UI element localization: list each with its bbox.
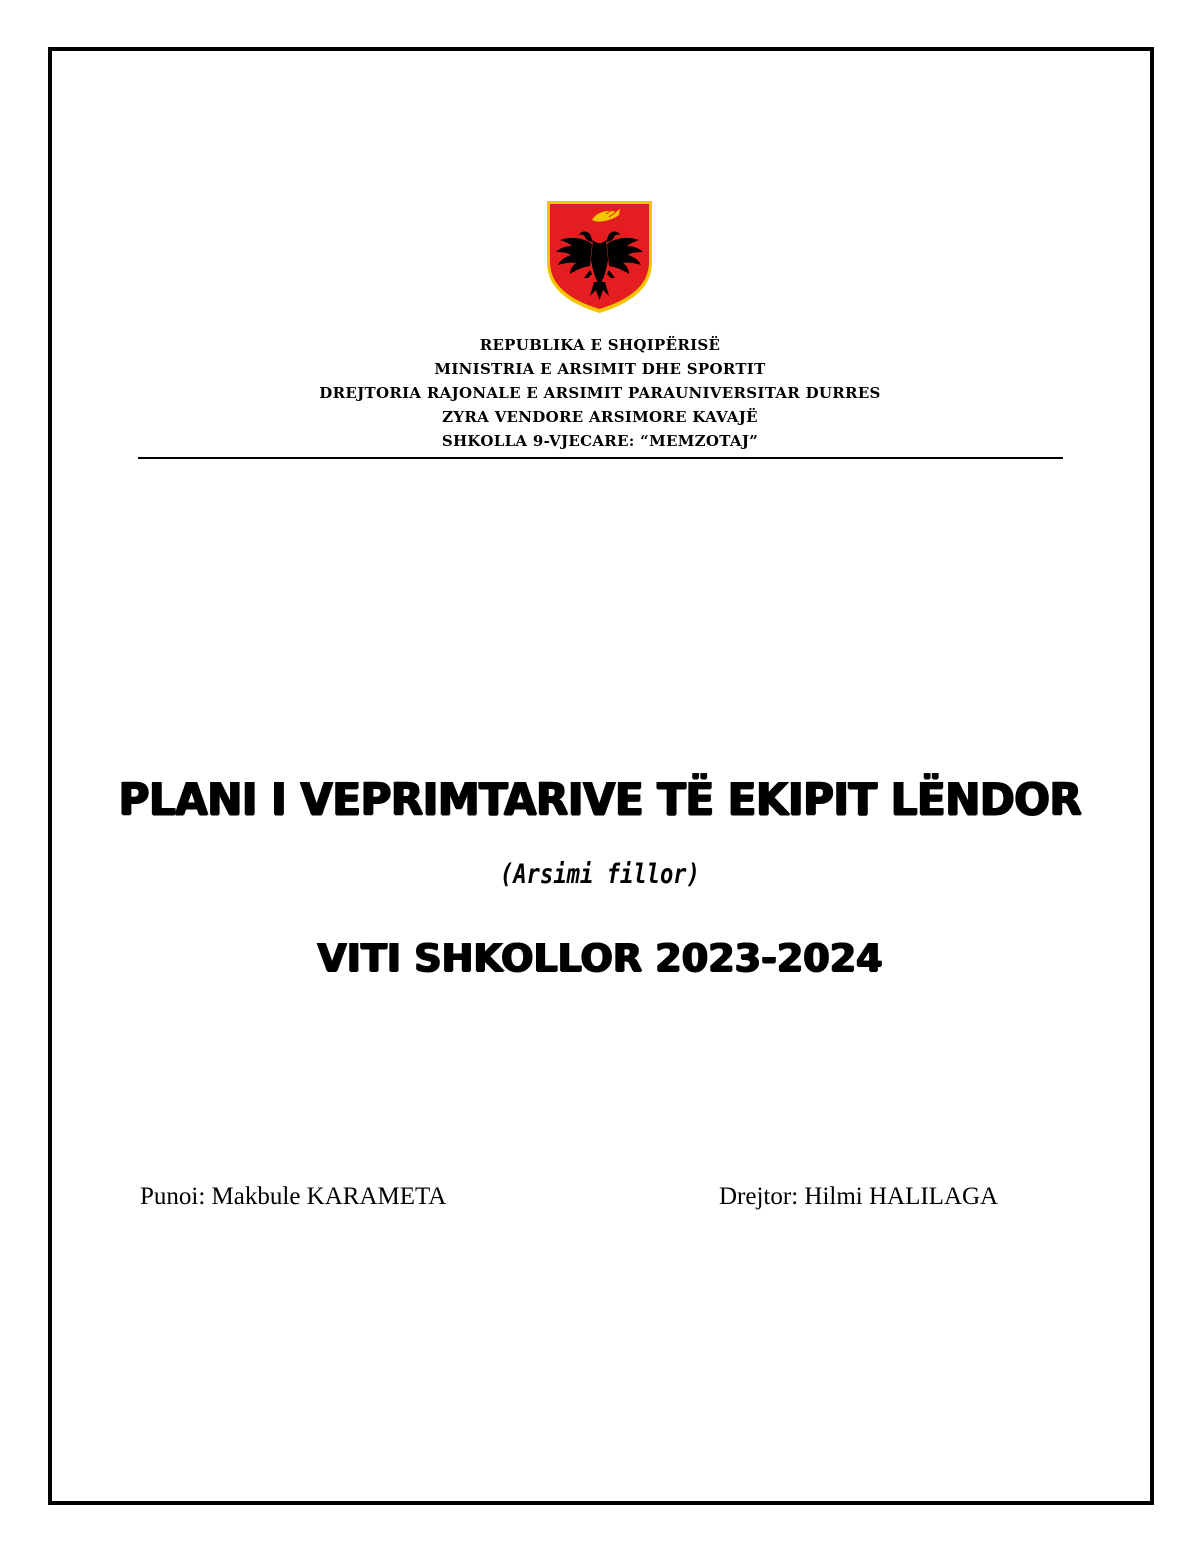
albanian-coat-of-arms-icon: [546, 200, 653, 314]
document-subtitle: (Arsimi fillor): [500, 859, 700, 890]
header-line-republic: REPUBLIKA E SHQIPËRISË: [479, 336, 721, 354]
header-line-ministry: MINISTRIA E ARSIMIT DHE SPORTIT: [434, 360, 766, 378]
header-line-school: SHKOLLA 9-VJECARE: “MEMZOTAJ”: [441, 432, 759, 450]
institution-header: [0, 333, 1200, 453]
header-divider: [138, 457, 1063, 459]
document-title: PLANI I VEPRIMTARIVE TË EKIPIT LËNDOR: [118, 773, 1082, 826]
author-signature: Punoi: Makbule KARAMETA: [140, 1183, 447, 1210]
director-signature: Drejtor: Hilmi HALILAGA: [719, 1183, 999, 1210]
header-line-directorate: DREJTORIA RAJONALE E ARSIMIT PARAUNIVERSITAR DURRES: [319, 384, 881, 402]
school-year: VITI SHKOLLOR 2023-2024: [317, 936, 883, 980]
header-line-office: ZYRA VENDORE ARSIMORE KAVAJË: [442, 408, 758, 426]
